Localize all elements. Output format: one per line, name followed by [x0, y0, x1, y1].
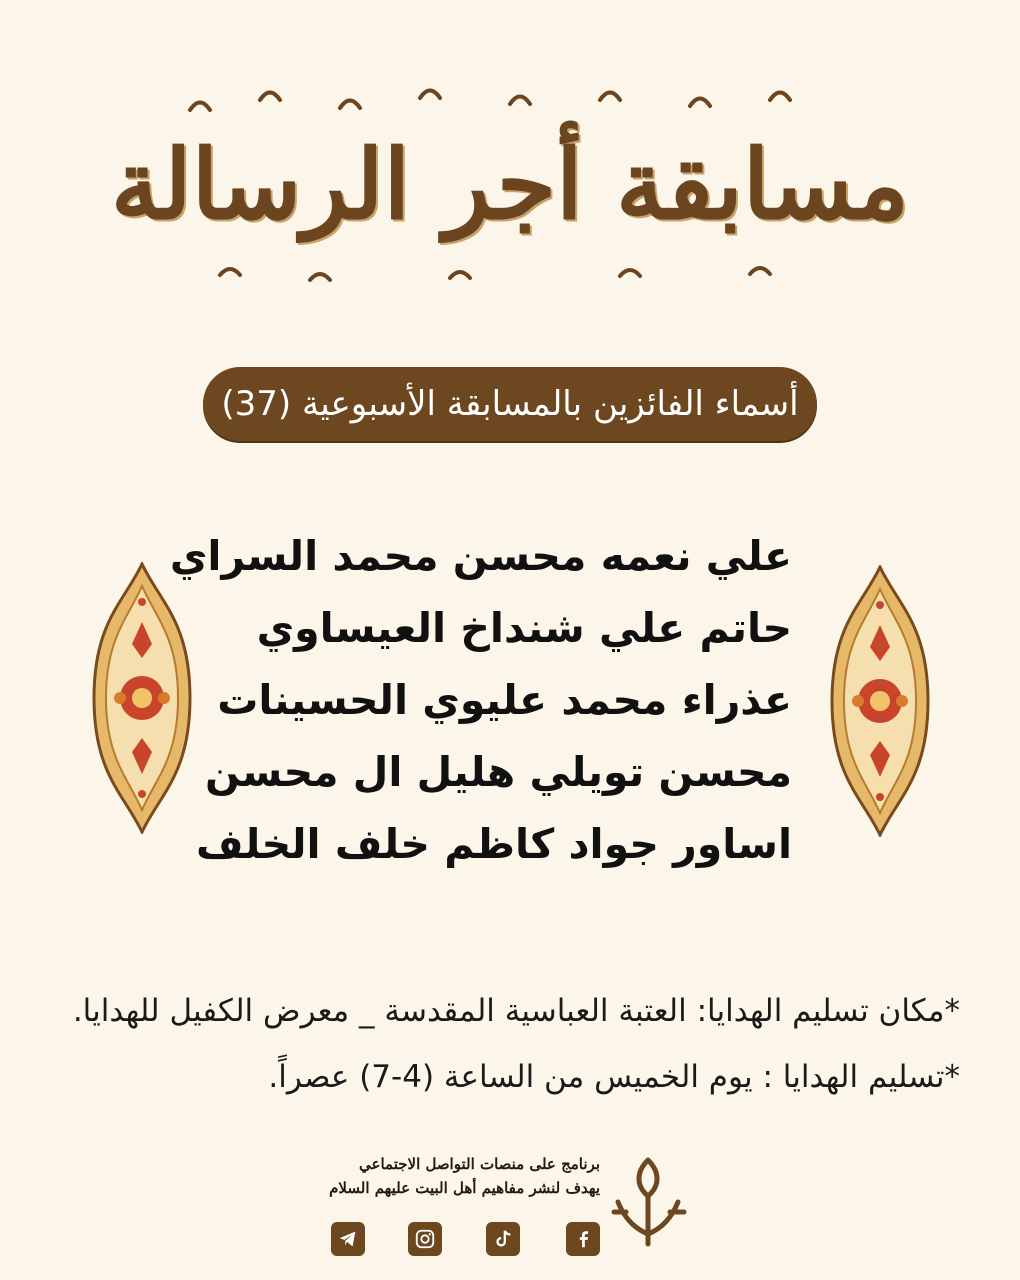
gift-location-note: *مكان تسليم الهدايا: العتبة العباسية المقدسة _ معرض الكفيل للهدايا. [72, 993, 960, 1029]
facebook-link[interactable] [566, 1222, 600, 1256]
winner-name: حاتم علي شنداخ العيساوي [256, 604, 792, 652]
footer-description [300, 1152, 600, 1200]
telegram-icon [337, 1228, 359, 1250]
instagram-icon [414, 1228, 436, 1250]
tiktok-link[interactable] [486, 1222, 520, 1256]
gift-time-note: *تسليم الهدايا : يوم الخميس من الساعة (4-7) عصراً. [268, 1059, 960, 1095]
gift-notes [60, 978, 960, 1110]
footer-line-1: برنامج على منصات التواصل الاجتماعي [359, 1155, 600, 1173]
facebook-icon [572, 1228, 594, 1250]
banner-text: أسماء الفائزين بالمسابقة الأسبوعية (37) [221, 384, 799, 424]
winner-name: محسن تويلي هليل ال محسن [204, 748, 792, 796]
program-logo [606, 1152, 690, 1252]
telegram-link[interactable] [331, 1222, 365, 1256]
right-ornament [828, 565, 932, 837]
title-text: مسابقة أجر الرسالة [110, 128, 910, 242]
footer-line-2: يهدف لنشر مفاهيم أهل البيت عليهم السلام [329, 1179, 600, 1197]
instagram-link[interactable] [408, 1222, 442, 1256]
calligraphy-title [110, 70, 910, 300]
winner-name: عذراء محمد عليوي الحسينات [217, 676, 792, 724]
winners-banner [203, 367, 817, 441]
left-ornament [90, 562, 194, 834]
tiktok-icon [492, 1228, 514, 1250]
winner-name: علي نعمه محسن محمد السراي [169, 532, 792, 580]
winners-list [169, 520, 792, 880]
winner-name: اساور جواد كاظم خلف الخلف [196, 820, 792, 868]
